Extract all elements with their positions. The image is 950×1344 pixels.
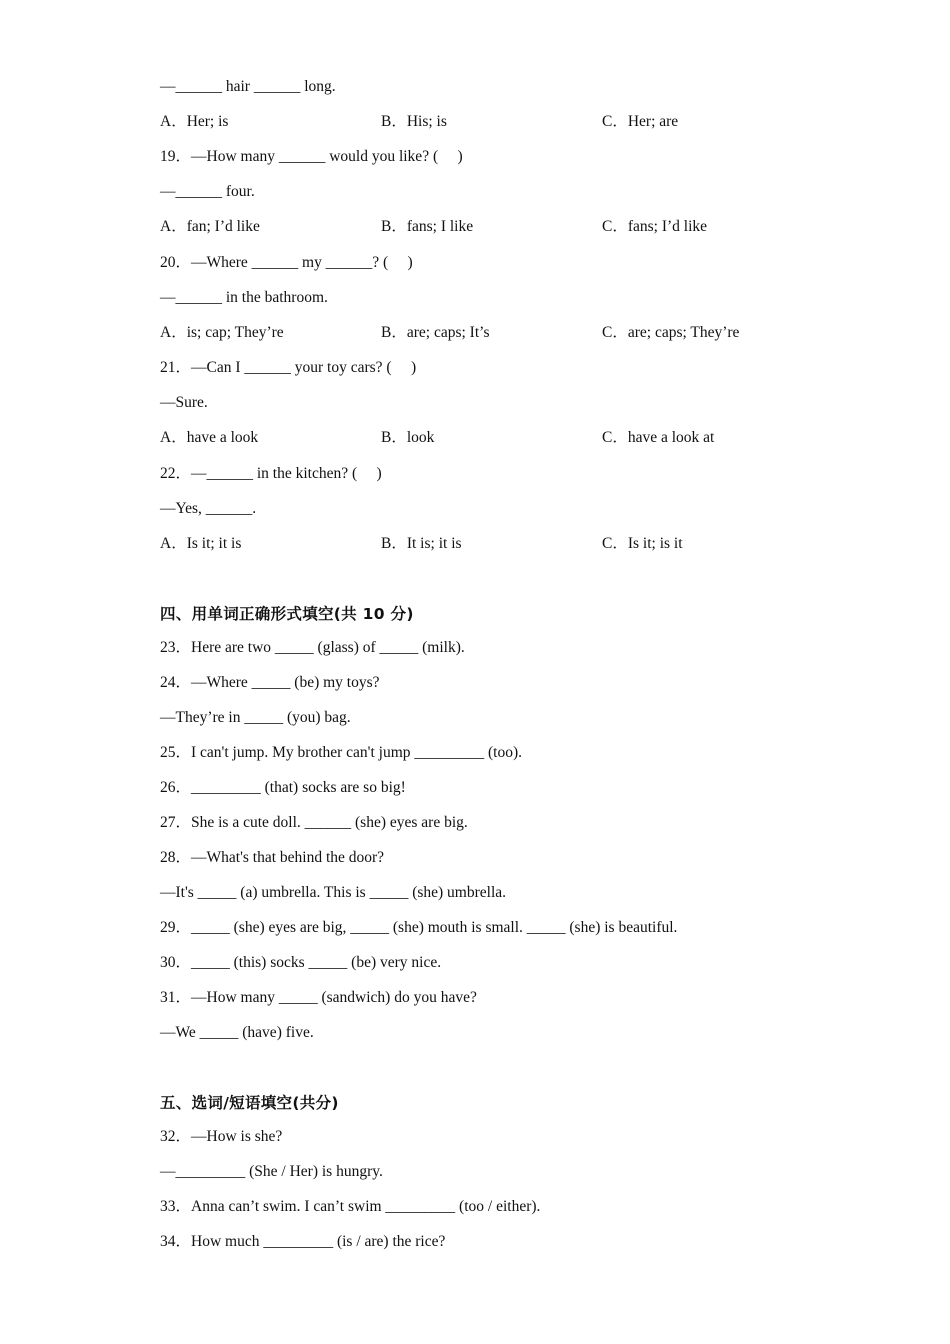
q23: 23．Here are two _____ (glass) of _____ (milk). [160,639,465,656]
option-b: B．fans; I like [381,218,474,235]
q18-options [160,112,800,132]
q24-answer-line: —They’re in _____ (you) bag. [160,709,351,726]
q19-options [160,217,800,237]
q28-answer-line: —It's _____ (a) umbrella. This is _____ (she) umbrella. [160,884,507,901]
option-b: B．look [381,429,435,446]
option-c: C．Her; are [602,113,679,130]
q31-answer-line: —We _____ (have) five. [160,1024,314,1041]
option-c: C．Is it; is it [602,535,683,552]
q19-question: 19．—How many ______ would you like? ( ) [160,148,463,165]
q34: 34．How much _________ (is / are) the rice? [160,1233,446,1250]
q20-question: 20．—Where ______ my ______? ( ) [160,254,413,271]
option-a: A．Is it; it is [160,535,242,552]
q28-question: 28．—What's that behind the door? [160,849,385,866]
q21-options [160,428,800,448]
q31-question: 31．—How many _____ (sandwich) do you have? [160,989,477,1006]
q25: 25．I can't jump. My brother can't jump _________ (too). [160,744,523,761]
q20-options [160,323,800,343]
q32-answer-line: —_________ (She / Her) is hungry. [160,1163,383,1180]
q24-question: 24．—Where _____ (be) my toys? [160,674,380,691]
q22-answer-line: —Yes, ______. [160,500,257,517]
section-4-heading: 四、用单词正确形式填空(共 10 分) [160,605,414,623]
option-c: C．have a look at [602,429,715,446]
option-a: A．Her; is [160,113,229,130]
q29: 29．_____ (she) eyes are big, _____ (she) mouth is small. _____ (she) is beautiful. [160,919,678,936]
q27: 27．She is a cute doll. ______ (she) eyes are big. [160,814,468,831]
q30: 30．_____ (this) socks _____ (be) very nice. [160,954,442,971]
q22-question: 22．—______ in the kitchen? ( ) [160,465,382,482]
q21-question: 21．—Can I ______ your toy cars? ( ) [160,359,417,376]
q22-options [160,534,800,554]
option-c: C．fans; I’d like [602,218,708,235]
option-b: B．His; is [381,113,447,130]
q26: 26．_________ (that) socks are so big! [160,779,406,796]
q33: 33．Anna can’t swim. I can’t swim _________ (too / either). [160,1198,541,1215]
q32-question: 32．—How is she? [160,1128,283,1145]
option-b: B．It is; it is [381,535,462,552]
section-5-heading: 五、选词/短语填空(共分) [160,1094,339,1112]
option-c: C．are; caps; They’re [602,324,740,341]
q18-answer-line: —______ hair ______ long. [160,78,336,95]
q20-answer-line: —______ in the bathroom. [160,289,328,306]
option-a: A．fan; I’d like [160,218,260,235]
q21-answer-line: —Sure. [160,394,208,411]
q19-answer-line: —______ four. [160,183,255,200]
option-a: A．have a look [160,429,259,446]
option-a: A．is; cap; They’re [160,324,284,341]
option-b: B．are; caps; It’s [381,324,490,341]
